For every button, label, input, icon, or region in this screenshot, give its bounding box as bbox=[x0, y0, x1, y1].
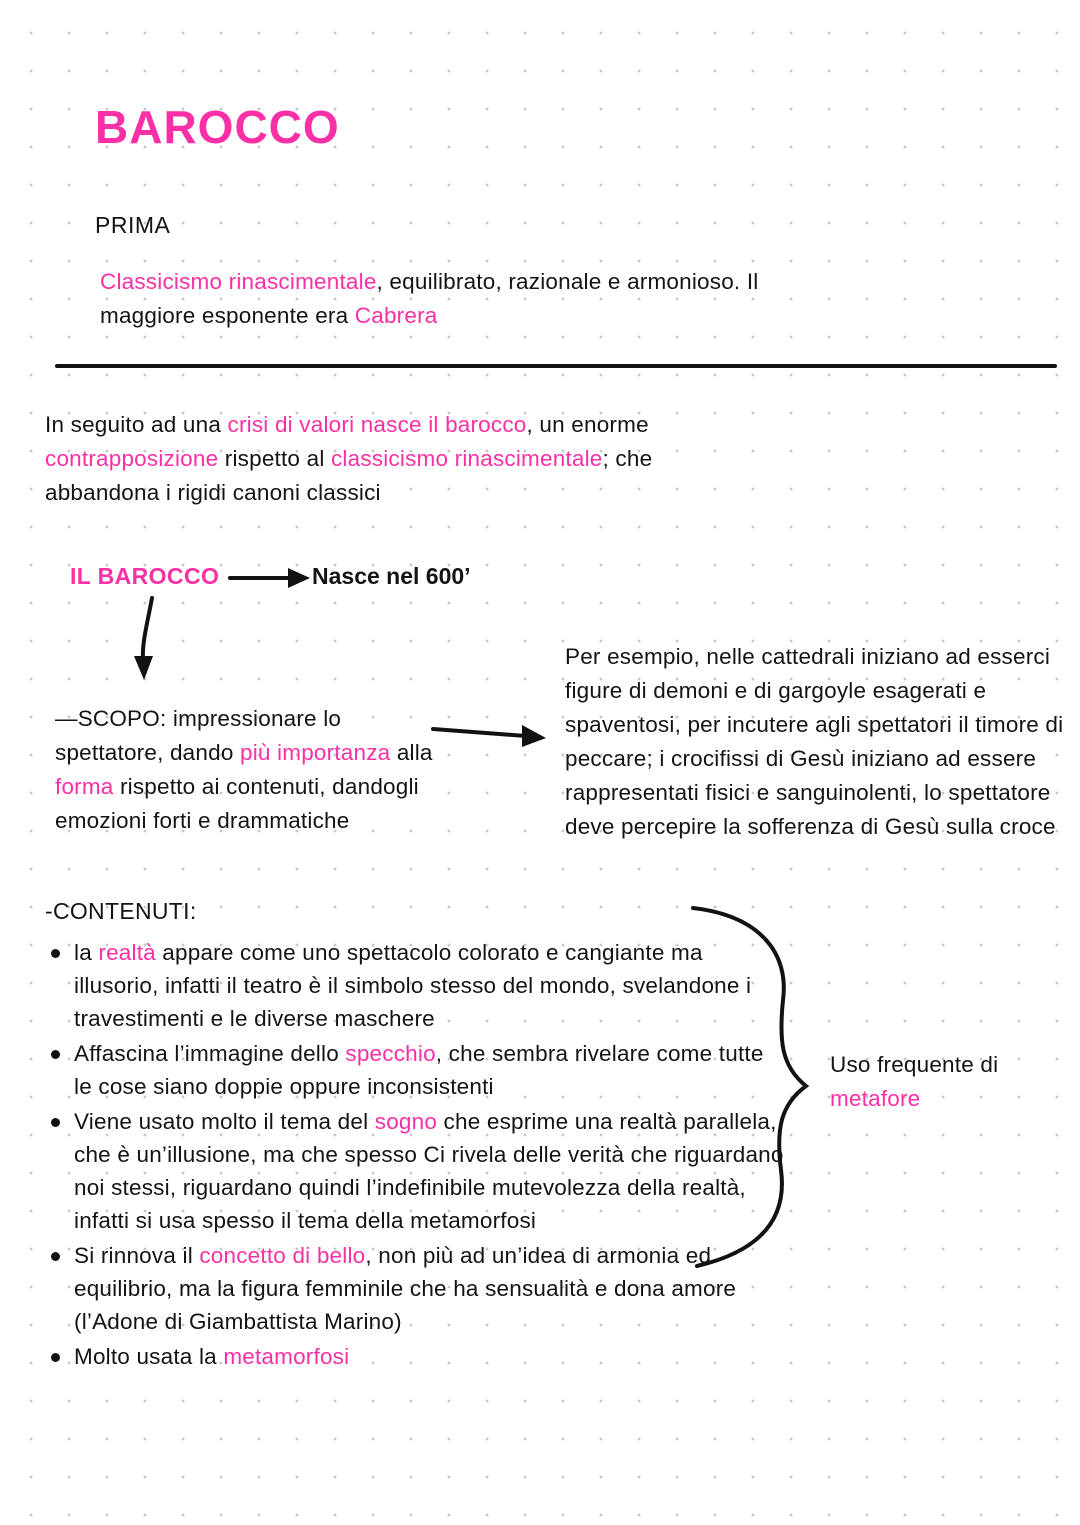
nasce-label: Nasce nel 600’ bbox=[312, 563, 471, 589]
bullet-icon bbox=[51, 1050, 60, 1059]
arrow-down-icon bbox=[134, 598, 153, 680]
side-note: Uso frequente di metafore bbox=[830, 1052, 999, 1111]
example-paragraph: Per esempio, nelle cattedrali iniziano ad esserci figure di demoni e di gargoyle esagerati e spaventosi, per incutere agli spettatori il timore di peccare; i crocifissi di Gesù iniziano ad essere rappresentati fisici e sanguinolenti, lo spettatore deve percepire la sofferenza di Gesù sulla croce bbox=[565, 644, 1064, 839]
divider-line bbox=[55, 364, 1057, 368]
list-item bbox=[45, 1105, 785, 1237]
barocco-label: IL BAROCCO bbox=[70, 563, 220, 589]
arrow-right-icon bbox=[433, 725, 546, 747]
bullet-icon bbox=[51, 949, 60, 958]
bullet-icon bbox=[51, 1353, 60, 1362]
bullet-text: Si rinnova il concetto di bello, non più ad un’idea di armonia ed equilibrio, ma la figura femminile che ha sensualità e dona amore (l’Adone di Giambattista Marino) bbox=[74, 1243, 737, 1334]
scopo-paragraph: —SCOPO: impressionare lo spettatore, dando più importanza alla forma rispetto ai contenuti, dandogli emozioni forti e drammatiche bbox=[55, 706, 433, 833]
bullet-text: Affascina l’immagine dello specchio, che sembra rivelare come tutte le cose siano doppie oppure inconsistenti bbox=[74, 1041, 764, 1099]
arrow-right-icon bbox=[230, 568, 310, 588]
bullet-text: Viene usato molto il tema del sogno che esprime una realtà parallela, che è un’illusione, ma che spesso Ci rivela delle verità che riguardano noi stessi, riguardano quindi l’indefinibile mutevolezza della realtà, infatti si usa spesso il tema della metamorfosi bbox=[74, 1109, 784, 1233]
list-item bbox=[45, 1239, 785, 1338]
list-item bbox=[45, 936, 785, 1035]
contenuti-heading: -CONTENUTI: bbox=[45, 898, 197, 924]
section-subtitle: PRIMA bbox=[95, 212, 171, 238]
intro-paragraph: Classicismo rinascimentale, equilibrato, razionale e armonioso. Il maggiore esponente era Cabrera bbox=[100, 269, 759, 328]
crisis-paragraph: In seguito ad una crisi di valori nasce il barocco, un enorme contrapposizione rispetto al classicismo rinascimentale; che abbandona i rigidi canoni classici bbox=[45, 412, 653, 505]
list-item bbox=[45, 1340, 785, 1373]
contenuti-list bbox=[45, 936, 785, 1375]
bullet-text: la realtà appare come uno spettacolo colorato e cangiante ma illusorio, infatti il teatro è il simbolo stesso del mondo, svelandone i travestimenti e le diverse maschere bbox=[74, 940, 752, 1031]
list-item bbox=[45, 1037, 785, 1103]
bullet-icon bbox=[51, 1252, 60, 1261]
bullet-text: Molto usata la metamorfosi bbox=[74, 1344, 350, 1369]
page-title: BAROCCO bbox=[95, 101, 340, 153]
bullet-icon bbox=[51, 1118, 60, 1127]
